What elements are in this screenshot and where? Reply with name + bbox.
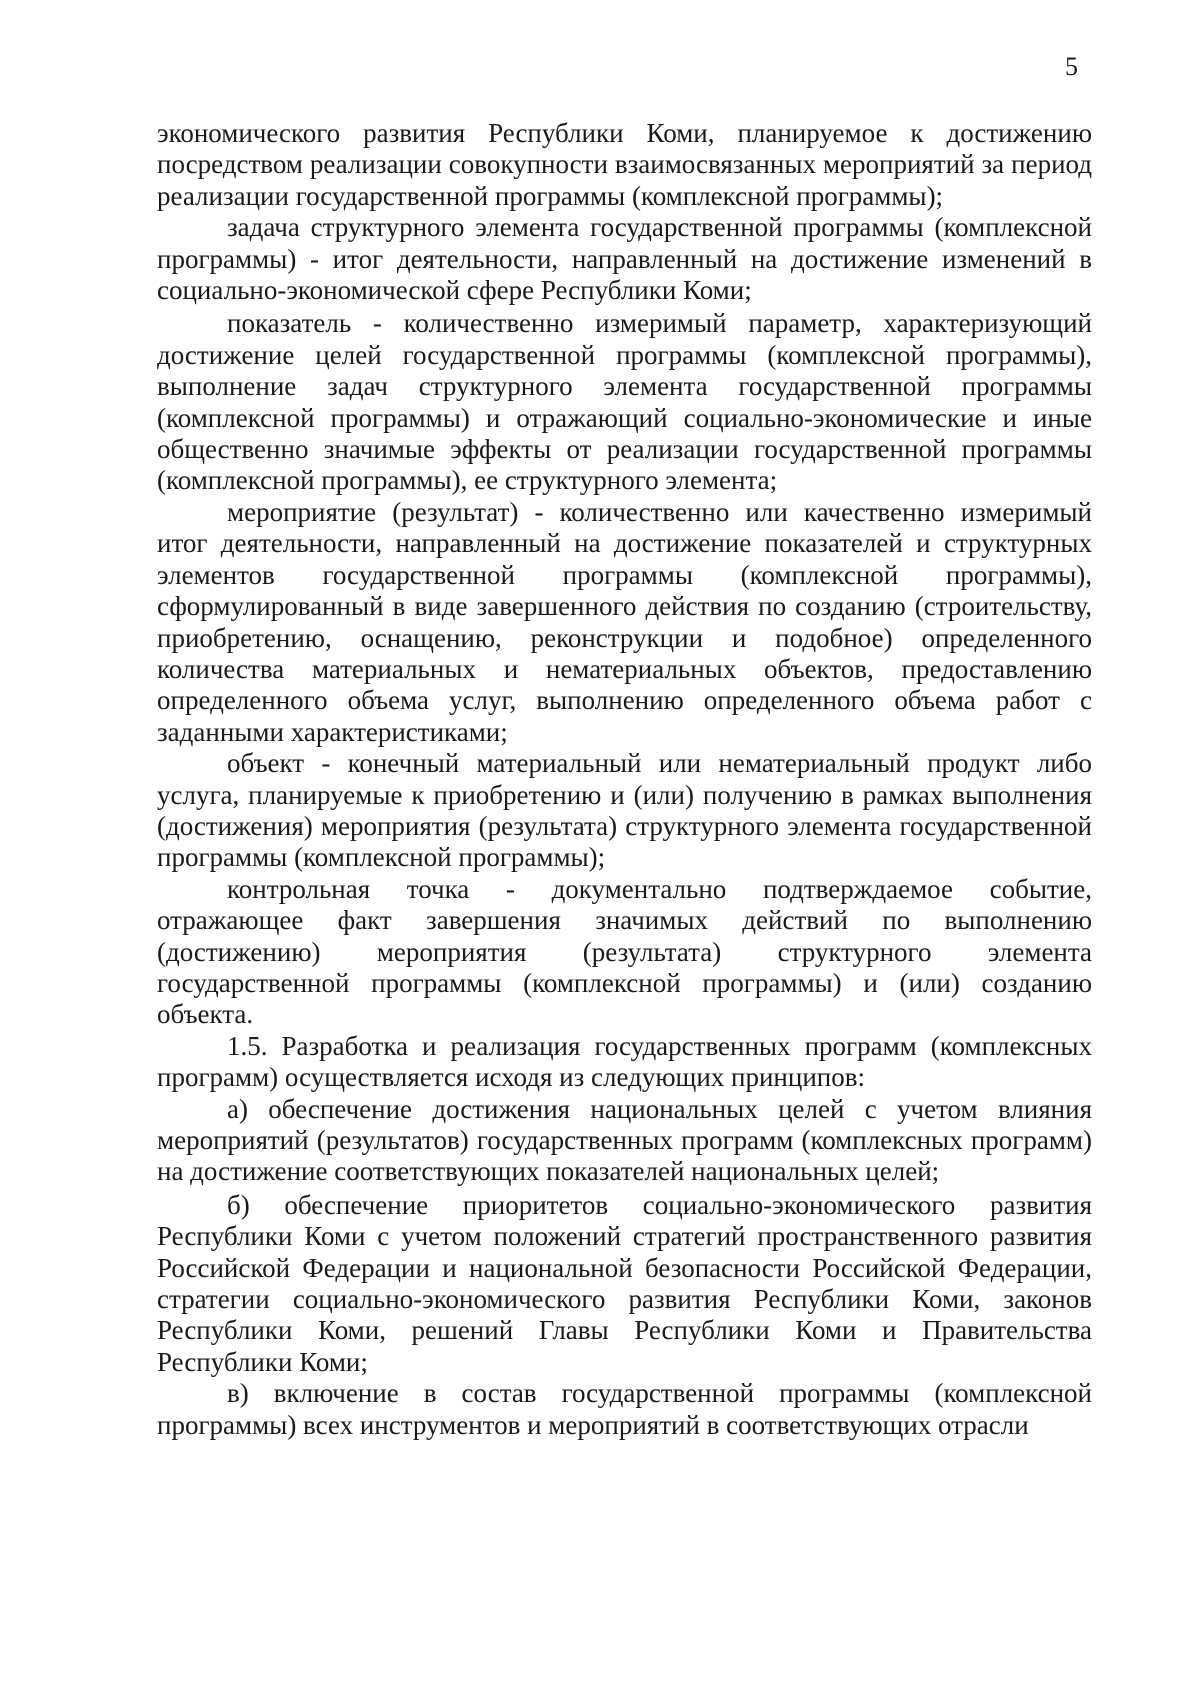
paragraph-continuation: экономического развития Республики Коми, планируемое к достижению посредством реализации совокупности взаимосвязанных мероприятий за период реализации государственной программы (комплексной программы); (157, 118, 1092, 211)
paragraph-indicator-definition: показатель - количественно измеримый параметр, характеризующий достижение целей государственной программы (комплексной программы), выполнение задач структурного элемента государственной программы (комплексной программы) и отражающий социально-экономические и иные общественно значимые эффекты от реализации государственной программы (комплексной программы), ее структурного элемента; (157, 308, 1092, 496)
paragraph-object-definition: объект - конечный материальный или нематериальный продукт либо услуга, планируемые к приобретению и (или) получению в рамках выполнения (достижения) мероприятия (результата) структурного элемента государственной программы (комплексной программы); (157, 748, 1092, 873)
paragraph-section-1-5: 1.5. Разработка и реализация государственных программ (комплексных программ) осуществляется исходя из следующих принципов: (157, 1030, 1092, 1093)
paragraph-checkpoint-definition: контрольная точка - документально подтверждаемое событие, отражающее факт завершения значимых действий по выполнению (достижению) мероприятия (результата) структурного элемента государственной программы (комплексной программы) и (или) созданию объекта. (157, 873, 1092, 1030)
document-body (157, 118, 1092, 1441)
paragraph-principle-b: б) обеспечение приоритетов социально-экономического развития Республики Коми с учетом положений стратегий пространственного развития Российской Федерации и национальной безопасности Российской Федерации, стратегии социально-экономического развития Республики Коми, законов Республики Коми, решений Главы Республики Коми и Правительства Республики Коми; (157, 1189, 1092, 1377)
paragraph-principle-a: а) обеспечение достижения национальных целей с учетом влияния мероприятий (результатов) государственных программ (комплексных программ) на достижение соответствующих показателей национальных целей; (157, 1093, 1092, 1187)
paragraph-measure-definition: мероприятие (результат) - количественно или качественно измеримый итог деятельности, направленный на достижение показателей и структурных элементов государственной программы (комплексной программы), сформулированный в виде завершенного действия по созданию (строительству, приобретению, оснащению, реконструкции и подобное) определенного количества материальных и нематериальных объектов, предоставлению определенного объема услуг, выполнению определенного объема работ с заданными характеристиками; (157, 496, 1092, 747)
paragraph-principle-v: в) включение в состав государственной программы (комплексной программы) всех инструментов и мероприятий в соответствующих отрасли (157, 1378, 1092, 1440)
paragraph-task-definition: задача структурного элемента государственной программы (комплексной программы) - итог деятельности, направленный на достижение изменений в социально-экономической сфере Республики Коми; (157, 212, 1092, 306)
page-number: 5 (1065, 52, 1078, 81)
